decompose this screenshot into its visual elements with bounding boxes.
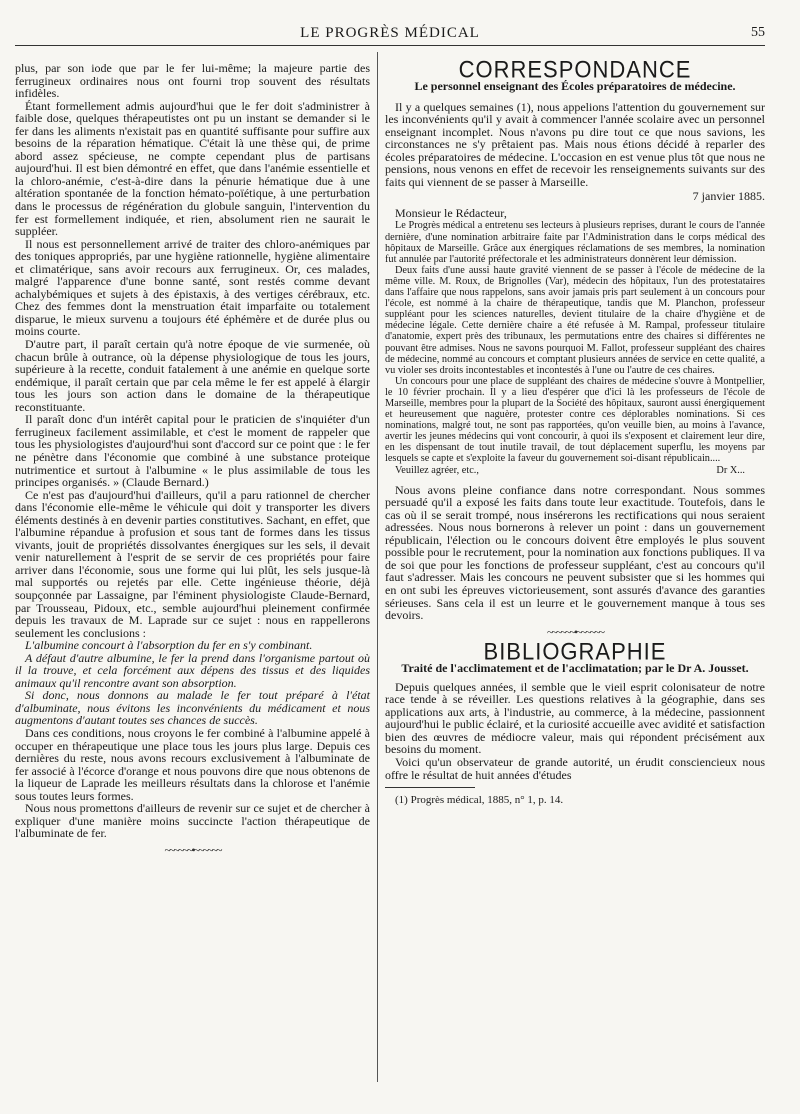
paragraph: plus, par son iode que par le fer lui-même; la majeure partie des ferrugineux ordinaires nous ont fourni trop souvent des résultats infidèles. bbox=[15, 61, 370, 101]
paragraph: Nous nous promettons d'ailleurs de revenir sur ce sujet et de chercher à expliquer d'une manière moins succincte l'action thérapeutique de l'albuminate de fer. bbox=[15, 801, 370, 841]
paragraph: Il paraît donc d'un intérêt capital pour le praticien de s'inquiéter d'un ferrugineux facilement assimilable, et c'est le moment de rappeler que tous les physiologistes d'aujourd'hui sont d'accord sur ce point que : le fer ne pénètre dans l'économie que combiné à une substance proteique nutrimentice et surtout à l'albumine « le plus assimilable de tous les principes organisés. » (Claude Bernard.) bbox=[15, 412, 370, 490]
conclusion-paragraph: Si donc, nous donnons au malade le fer tout préparé à l'état d'albuminate, nous évitons les inconvénients du médicament et nous augmentons d'autant toutes ses chances de succès. bbox=[15, 688, 370, 728]
letter-closing: Veuillez agréer, etc., bbox=[395, 464, 479, 476]
letter-paragraph: Le Progrès médical a entretenu ses lecteurs à plusieurs reprises, durant le cours de l'année dernière, d'une nomination arbitraire faite par l'Administration dans le corps médical des hôpitaux de Marseille. Grâce aux énergiques réclamations de ses membres, la nomination fut annulée par l'autorité préfectorale et les administrateurs donnèrent leur démission. bbox=[385, 220, 765, 265]
right-column bbox=[385, 55, 765, 807]
page-header bbox=[15, 23, 765, 46]
paragraph: Il nous est personnellement arrivé de traiter des chloro-anémiques par des toniques appropriés, par une hygiène rationnelle, hygiène alimentaire et climatérique, sans avoir recours aux ferrugineux. Or, ces malades, malgré l'apparence d'une bonne santé, sont restés comme devant achalybémiques et sujets à des épistaxis, à des vertiges cérébraux, etc. Chez des femmes dont la menstruation était imparfaite ou totalement disparue, le mieux survenu a toujours été éphémère et de durée plus ou moins courte. bbox=[15, 236, 370, 339]
conclusion-paragraph: A défaut d'autre albumine, le fer la prend dans l'organisme partout où il la trouve, et cela forcément aux dépens des tissus et des liquides animaux qu'il rencontre avant son absorption. bbox=[15, 650, 370, 690]
paragraph: D'autre part, il paraît certain qu'à notre époque de vie surmenée, où chacun brûle à outrance, où la dépense physiologique de tous les jours, supérieure à la recette, conduit fatalement à une anémie en quelque sorte endémique, il paraît certain que par cela même le fer est appelé à élargir tous les jours son action dans le domaine de la thérapeutique reconstituante. bbox=[15, 337, 370, 414]
paragraph: Ce n'est pas d'aujourd'hui d'ailleurs, qu'il a paru rationnel de chercher dans l'économie elle-même le véhicule qui doit y transporter les divers éléments destinés à en devenir parties constitutives. Sachant, en effet, que l'albumine répandue à profusion et sous tant de formes dans les tissus vivants, jouit de propriétés dissolvantes énergiques sur les sels, il devait venir naturellement à l'esprit de se servir de ces propriétés pour faire arriver dans l'économie, sous une forme qui lui plût, les sels jusque-là mal supportés ou rejetés par elle. Cette ingénieuse théorie, déjà soupçonnée par Lassaigne, par l'éminent physiologiste Claude-Bernard, par Trousseau, Pidoux, etc., semble aujourd'hui pleinement confirmée depuis les travaux de M. Laprade sur ce sujet : nous en rappellerons seulement les conclusions : bbox=[15, 487, 370, 640]
page-number: 55 bbox=[751, 25, 765, 40]
letter-paragraph: Un concours pour une place de suppléant des chaires de médecine s'ouvre à Montpellier, le 10 février prochain. Il y a lieu d'espérer que d'ici là les professeurs de l'école de Marseille, membres pour la plupart de la Société des hôpitaux, sauront aussi énergiquement et heureusement que naguère, protester contre ces déplorables nominations. Si ces nominations, malgré tout, ne sont pas rapportées, qu'on veuille bien, au moins à l'avance, avertir les jeunes médecins qui vont concourir, à quoi ils s'exposent et clairement leur dire, en les dispensant de tout inutile travail, de tout déplacement superflu, les moyens par lesquels se capte et s'exploite la faveur du gouvernement soi-disant républicain.... bbox=[385, 375, 765, 465]
paragraph: Dans ces conditions, nous croyons le fer combiné à l'albumine appelé à occuper en thérapeutique une place tous les jours plus large. Depuis ces dernières du reste, nous avons recours exclusivement à l'albuminate de fer associé à l'écorce d'orange et nous pouvons dire que nous obtenons de la liqueur de Laprade les meilleurs résultats dans la chlorose et l'anémie sous toutes leurs formes. bbox=[15, 725, 370, 803]
paragraph: Étant formellement admis aujourd'hui que le fer doit s'administrer à faible dose, quelques thérapeutistes ont pu un instant se demander si le fer dans les aliments n'existait pas en quantité suffisante pour suffire aux besoins de la réparation hématique. C'était là une thèse qui, de prime abord assez spécieuse, ne compte cependant plus de partisans aujourd'hui. Il est bien démontré en effet, que dans l'anémie essentielle et la chloro-anémie, c'est-à-dire dans la pénurie hématique due à une altération spontanée de la fonction hémato-poïétique, à une perturbation dans le processus de régénération du globule sanguin, l'intervention du fer est formellement indiquée, et rien, absolument rien ne saurait le suppléer. bbox=[15, 98, 370, 239]
letter-body bbox=[385, 220, 765, 475]
ornament-divider: ~~~~~~•~~~~~~ bbox=[546, 624, 604, 639]
letter-signature: Dr X... bbox=[716, 464, 745, 476]
footnote-rule bbox=[385, 787, 475, 788]
editor-reply: Nous avons pleine confiance dans notre correspondant. Nous sommes persuadé qu'il a exposé les faits dans toute leur exactitude. Toutefois, dans le cas où il se serait trompé, nous insérerons les rectifications qui nous seraient adressées. Nous nous bornerons à relever un point : dans un gouvernement républicain, l'élection ou le concours doivent être employés le plus souvent possible pour le recrutement, pour la nomination aux fonctions publiques. Il va de soi que pour les fonctions de professeur suppléant, c'est au concours qu'il faut s'adresser. Mais les concours ne peuvent subsister que si les hommes qui en ont subi les épreuves victorieusement, sont assurés d'avance des garanties sérieuses. Sans cela il est un leurre et le gouvernement manque à tous ses devoirs. bbox=[385, 482, 765, 623]
correspondance-subtitle: Le personnel enseignant des Écoles préparatoires de médecine. bbox=[414, 78, 736, 93]
review-paragraph: Depuis quelques années, il semble que le vieil esprit colonisateur de notre race tende à se réveiller. Les questions relatives à la géographie, dans ses applications aux arts, à l'industrie, au commerce, à la médecine, passionnent aujourd'hui le public éclairé, et la curiosité accueille avec avidité et satisfaction bien des œuvres de médiocre valeur, mais qui répondent précisément aux besoins du moment. bbox=[385, 679, 765, 757]
left-column bbox=[15, 62, 370, 864]
review-paragraph: Voici qu'un observateur de grande autorité, un érudit consciencieux nous offre le résultat de huit années d'études bbox=[385, 755, 765, 782]
book-heading: Traité de l'acclimatement et de l'acclimatation; par le Dr A. Jousset. bbox=[401, 660, 749, 675]
footnote: (1) Progrès médical, 1885, n° 1, p. 14. bbox=[395, 794, 564, 807]
correspondance-intro: Il y a quelques semaines (1), nous appelions l'attention du gouvernement sur les inconvénients qu'il y avait à commencer l'année scolaire avec un personnel enseignant incomplet. Nous n'avons pu dire tout ce que nous savions, les circonstances ne s'y prêtaient pas. Mais nous étions décidé à reparler des écoles préparatoires de médecine. L'occasion en est venue plus tôt que nous ne pensions, nous venons en effet de recevoir les renseignements suivants sur des faits qui viennent de se passer à Marseille. bbox=[385, 99, 765, 189]
letter-date: 7 janvier 1885. bbox=[692, 189, 765, 204]
conclusion-paragraph: L'albumine concourt à l'absorption du fer en s'y combinant. bbox=[25, 638, 313, 653]
letter-signoff bbox=[385, 465, 765, 476]
letter-paragraph: Deux faits d'une aussi haute gravité viennent de se passer à l'école de médecine de la même ville. M. Roux, de Brignolles (Var), médecin des hôpitaux, l'un des protestataires dans l'affaire que nous rappelons, sans avoir jamais pris part seulement à un concours pour l'école, est nommé à la chaire de thérapeutique, tandis que M. Planchon, professeur suppléant pour les sciences naturelles, devient titulaire de la chaire d'hygiène et de médecine légale. Cette dernière chaire a été refusée à M. Rampal, professeur titulaire d'anatomie, expert près des tribunaux, les permutations entre des chaires si différentes ne pouvant être admises. Nous ne savons pourquoi M. Fallot, professeur suppléant des chaires de médecine, nommé au concours et comptant plusieurs années de service en cette qualité, a vu violer ses droits incontestables et incontestés à l'une ou l'autre de ces chaires. bbox=[385, 264, 765, 376]
letter-salutation: Monsieur le Rédacteur, bbox=[395, 205, 507, 220]
ornament-divider: ~~~~~~•~~~~~~ bbox=[164, 842, 221, 857]
column-divider bbox=[377, 52, 378, 1082]
bibliographie-title: BIBLIOGRAPHIE bbox=[483, 637, 667, 666]
correspondance-title: CORRESPONDANCE bbox=[458, 55, 692, 84]
running-title: LE PROGRÈS MÉDICAL bbox=[300, 25, 480, 41]
